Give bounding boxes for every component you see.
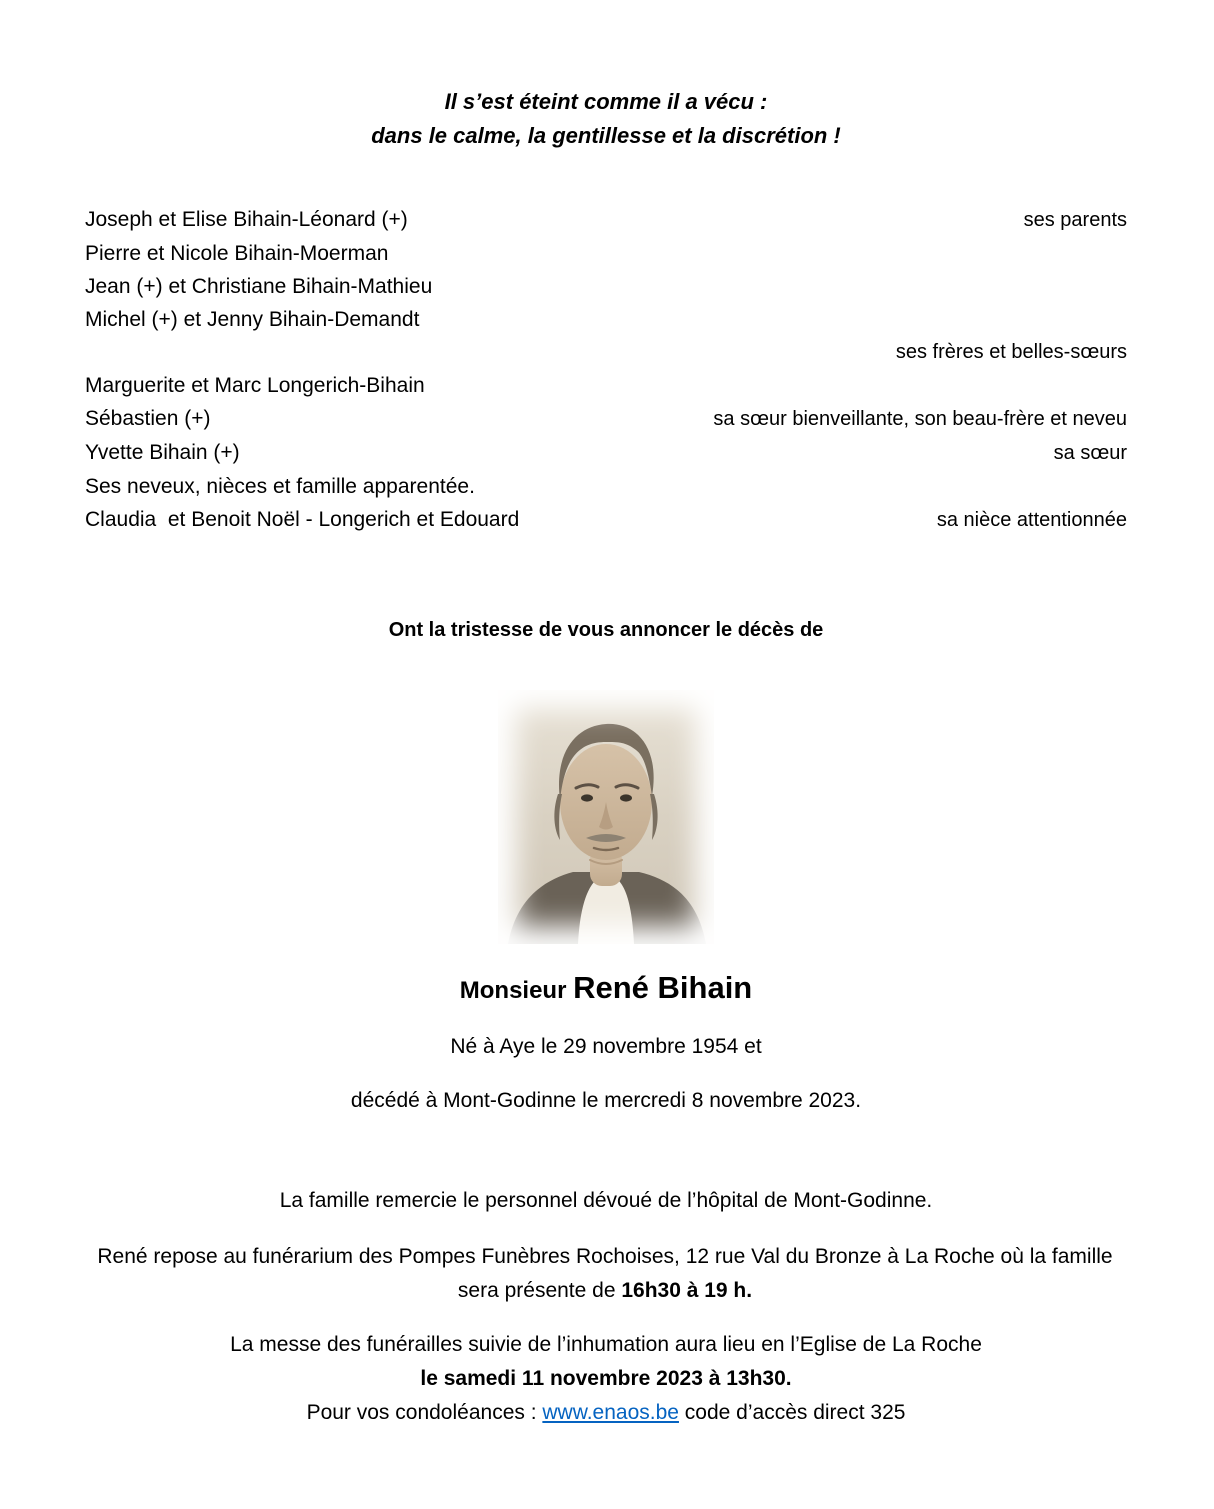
mass-paragraph	[85, 1328, 1127, 1430]
deceased-title: Monsieur	[459, 977, 574, 1004]
mass-line: La messe des funérailles suivie de l’inhumation aura lieu en l’Eglise de La Roche	[230, 1333, 982, 1356]
family-row	[85, 503, 1127, 537]
family-row	[85, 203, 1127, 237]
family-member: Joseph et Elise Bihain-Léonard (+)	[85, 208, 408, 231]
condolences-suffix: code d’accès direct 325	[678, 1401, 906, 1424]
epitaph-line1: Il s’est éteint comme il a vécu :	[444, 89, 768, 114]
relationship-label: ses parents	[1023, 209, 1127, 231]
family-row	[85, 237, 1127, 270]
photo-container	[85, 690, 1127, 944]
family-row	[85, 436, 1127, 470]
family-member: Yvette Bihain (+)	[85, 441, 240, 464]
mass-date: le samedi 11 novembre 2023 à 13h30.	[420, 1367, 792, 1390]
family-member: Jean (+) et Christiane Bihain-Mathieu	[85, 275, 433, 298]
family-list	[85, 203, 1127, 537]
family-row	[85, 336, 1127, 369]
condolences-line	[85, 1396, 1127, 1430]
epitaph	[85, 85, 1127, 153]
repose-text: René repose au funérarium des Pompes Funèbres Rochoises, 12 rue Val du Bronze à La Roche où la famille sera présente de	[97, 1245, 1113, 1302]
announcement-line: Ont la tristesse de vous annoncer le décès de	[388, 619, 824, 641]
family-member: Marguerite et Marc Longerich-Bihain	[85, 374, 425, 397]
relationship-label: sa nièce attentionnée	[936, 509, 1127, 531]
family-row	[85, 402, 1127, 436]
family-row	[85, 270, 1127, 303]
relationship-label: ses frères et belles-sœurs	[895, 341, 1127, 363]
death-line: décédé à Mont-Godinne le mercredi 8 novembre 2023.	[350, 1089, 862, 1112]
repose-time: 16h30 à 19 h.	[621, 1279, 753, 1302]
repose-paragraph	[85, 1240, 1125, 1308]
condolences-link[interactable]: www.enaos.be	[542, 1401, 679, 1424]
family-row	[85, 369, 1127, 402]
relationship-label: sa sœur bienveillante, son beau-frère et neveu	[713, 408, 1127, 430]
family-member: Ses neveux, nièces et famille apparentée.	[85, 475, 475, 498]
family-member: Michel (+) et Jenny Bihain-Demandt	[85, 308, 420, 331]
condolences-prefix: Pour vos condoléances :	[306, 1401, 543, 1424]
family-row	[85, 470, 1127, 503]
deceased-name: René Bihain	[573, 970, 753, 1005]
epitaph-line2: dans le calme, la gentillesse et la discrétion !	[371, 123, 841, 148]
deceased-name-line	[85, 970, 1127, 1006]
family-row	[85, 303, 1127, 336]
family-member: Claudia et Benoit Noël - Longerich et Edouard	[85, 508, 520, 531]
family-member: Sébastien (+)	[85, 407, 211, 430]
thanks-line: La famille remercie le personnel dévoué de l’hôpital de Mont-Godinne.	[279, 1189, 933, 1212]
family-member: Pierre et Nicole Bihain-Moerman	[85, 242, 389, 265]
portrait-photo	[498, 690, 714, 944]
relationship-label: sa sœur	[1053, 442, 1127, 464]
birth-line: Né à Aye le 29 novembre 1954 et	[450, 1035, 762, 1058]
portrait-illustration	[498, 690, 714, 944]
